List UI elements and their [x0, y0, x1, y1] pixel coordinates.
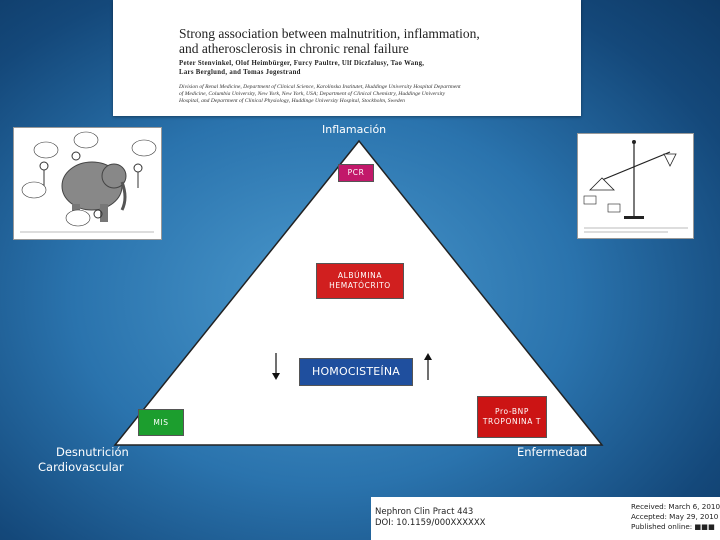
- homocisteina-box: [299, 358, 413, 386]
- albumina-hematocrito-box: [316, 263, 404, 299]
- paper-affiliation-line2: of Medicine, Columbia University, New York, New York, USA; Department of Clinical Chemistry, Huddinge University: [179, 90, 446, 97]
- elephant-figure-thumbnail: [13, 127, 162, 240]
- paper-title-line2: and atherosclerosis in chronic renal failure: [179, 41, 409, 56]
- homocisteina-label: HOMOCISTEÍNA: [311, 365, 401, 378]
- probnp-label: Pro-BNP: [495, 407, 529, 416]
- journal-doi: DOI: 10.1159/000XXXXXX: [375, 518, 486, 528]
- balance-figure-thumbnail: [577, 133, 694, 239]
- pcr-box: [338, 164, 374, 182]
- paper-title-line1: Strong association between malnutrition, inflammation,: [179, 26, 480, 41]
- journal-footer-left: [375, 507, 485, 529]
- balance-scale-icon: [578, 134, 693, 238]
- apex-label-inflamacion: Inflamación: [322, 123, 387, 136]
- troponina-label: TROPONINA T: [482, 417, 542, 426]
- probnp-troponina-box: [477, 396, 547, 438]
- elephant-illustration-icon: [14, 128, 161, 239]
- journal-footer-dates: [631, 502, 720, 532]
- paper-authors-line2: Lars Berglund, and Tomas Jogestrand: [179, 68, 301, 76]
- paper-affiliation-line1: Division of Renal Medicine, Department of Clinical Science, Karolinska Institutet, Huddinge University Hospital Department: [179, 84, 461, 90]
- pcr-label: PCR: [347, 168, 365, 177]
- left-label-line1: Desnutrición: [56, 445, 129, 459]
- paper-affiliation-line3: Hospital, and Department of Clinical Physiology, Huddinge University Hospital, Stockholm, Sweden: [179, 97, 405, 104]
- mis-label: MIS: [153, 417, 169, 427]
- paper-authors-line1: Peter Stenvinkel, Olof Heimbürger, Furcy Paultre, Ulf Diczfalusy, Tao Wang,: [179, 60, 425, 67]
- hematocrito-label: HEMATÓCRITO: [329, 281, 391, 290]
- left-label-cardiovascular: Cardiovascular: [38, 460, 124, 474]
- up-arrow-icon: [423, 352, 433, 380]
- right-label-enfermedad: Enfermedad: [517, 445, 588, 459]
- left-label-desnutricion: [56, 445, 129, 459]
- down-arrow-icon: [271, 353, 281, 381]
- journal-footer: [371, 497, 720, 540]
- albumina-label: ALBÚMINA: [337, 271, 383, 280]
- published-date: Published online: ■■■: [631, 522, 715, 531]
- accepted-date: Accepted: May 29, 2010: [631, 512, 719, 521]
- received-date: Received: March 6, 2010: [631, 502, 720, 511]
- journal-name: Nephron Clin Pract 443: [375, 507, 474, 517]
- mis-box: [138, 409, 184, 436]
